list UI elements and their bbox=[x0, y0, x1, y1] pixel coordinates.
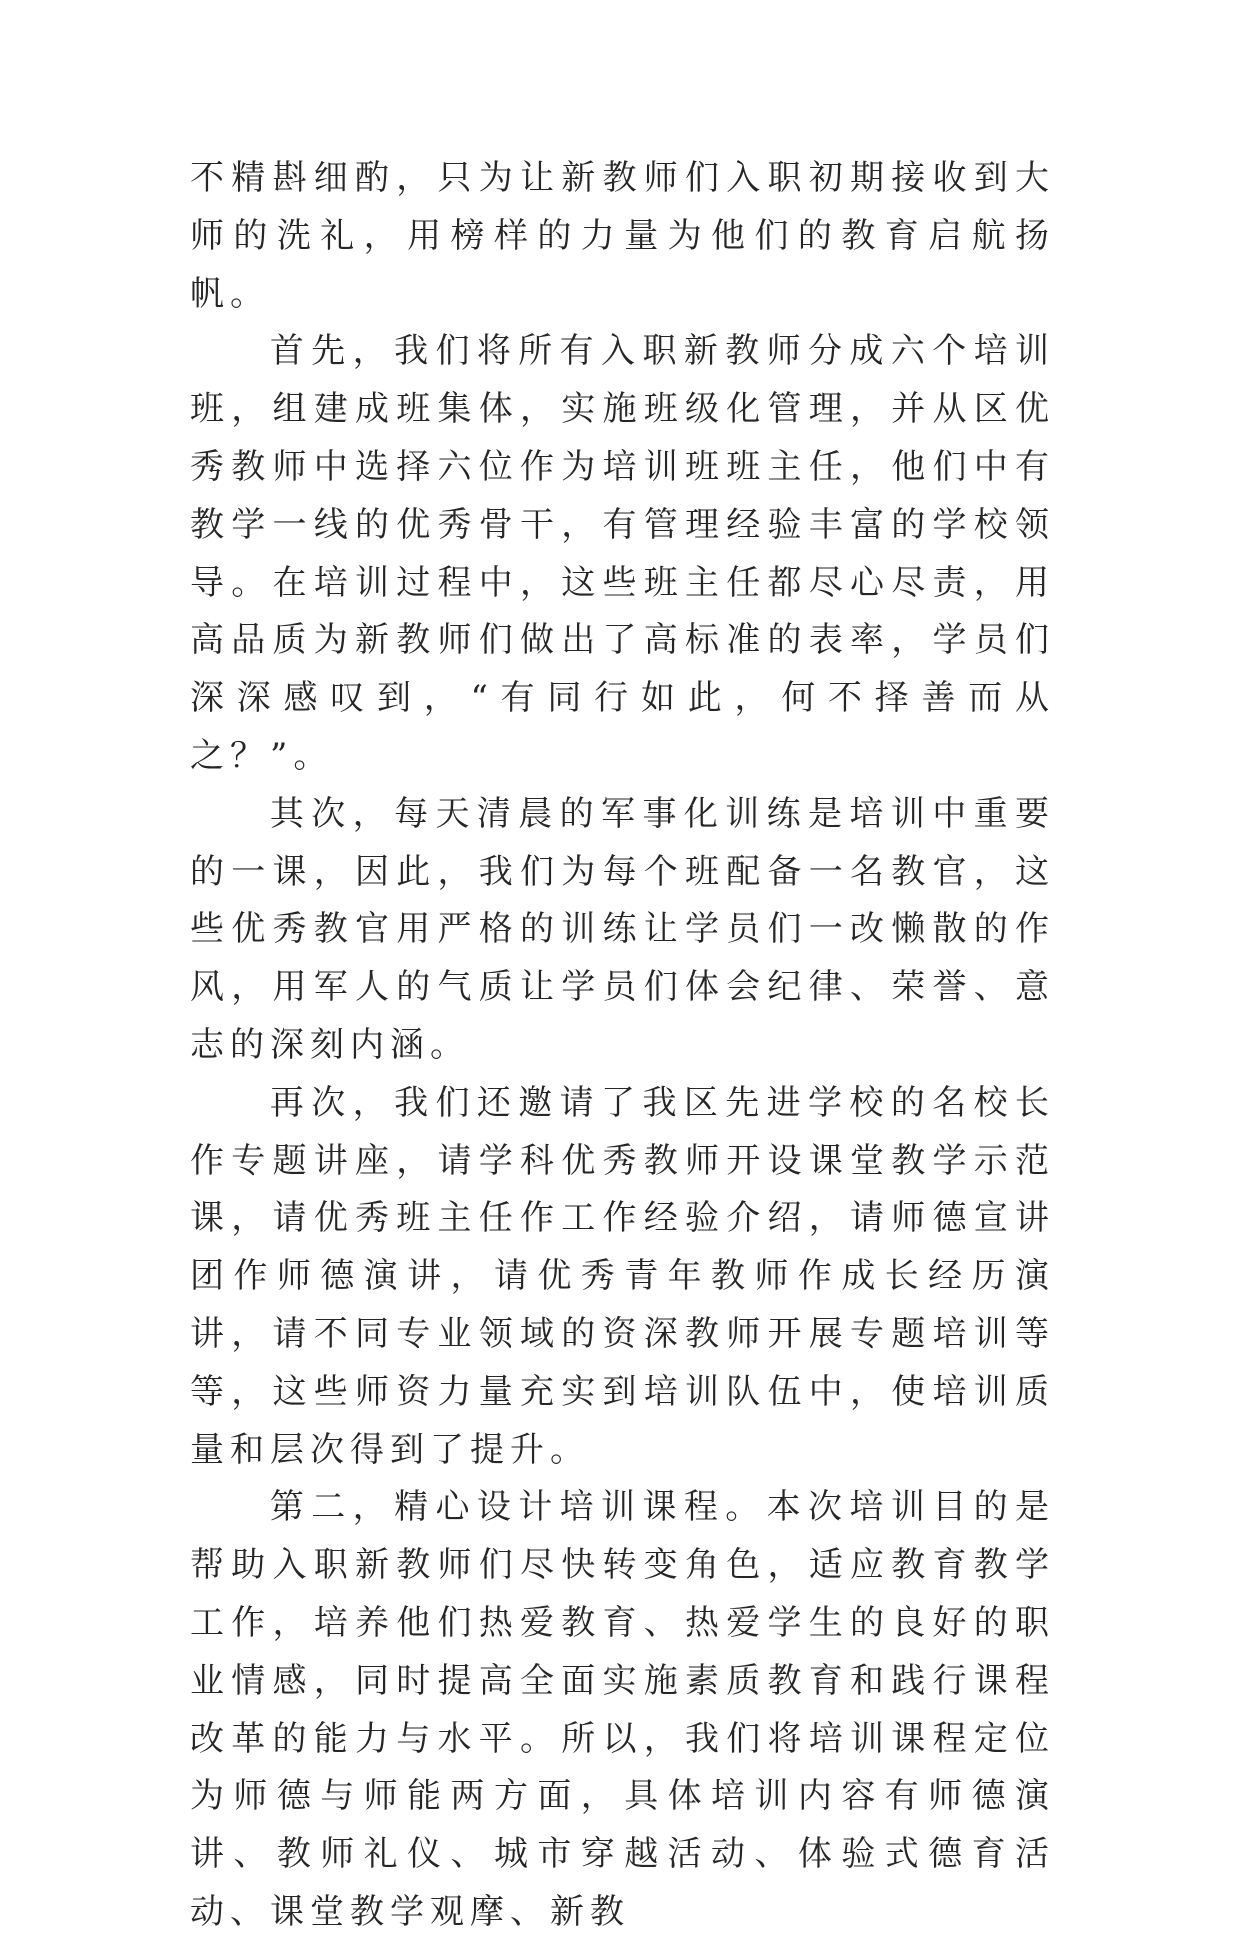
paragraph-first-point: 首先，我们将所有入职新教师分成六个培训班，组建成班集体，实施班级化管理，并从区优秀教师中选择六位作为培训班班主任，他们中有教学一线的优秀骨干，有管理经验丰富的学校领导。在培训过程中，这些班主任都尽心尽责，用高品质为新教师们做出了高标准的表率，学员们深深感叹到，“有同行如此，何不择善而从之？”。 bbox=[190, 331, 1055, 776]
paragraph-third-point: 再次，我们还邀请了我区先进学校的名校长作专题讲座，请学科优秀教师开设课堂教学示范课，请优秀班主任作工作经验介绍，请师德宣讲团作师德演讲，请优秀青年教师作成长经历演讲，请不同专业领域的资深教师开展专题培训等等，这些师资力量充实到培训队伍中，使培训质量和层次得到了提升。 bbox=[190, 1082, 1055, 1470]
paragraph-second-point: 其次，每天清晨的军事化训练是培训中重要的一课，因此，我们为每个班配备一名教官，这些优秀教官用严格的训练让学员们一改懒散的作风，用军人的气质让学员们体会纪律、荣誉、意志的深刻内涵。 bbox=[190, 793, 1055, 1065]
document-body bbox=[190, 150, 1055, 1942]
paragraph-continuation: 不精斟细酌，只为让新教师们入职初期接收到大师的洗礼，用榜样的力量为他们的教育启航扬帆。 bbox=[190, 158, 1055, 314]
paragraph-course-design: 第二，精心设计培训课程。本次培训目的是帮助入职新教师们尽快转变角色，适应教育教学工作，培养他们热爱教育、热爱学生的良好的职业情感，同时提高全面实施素质教育和践行课程改革的能力与水平。所以，我们将培训课程定位为师德与师能两方面，具体培训内容有师德演讲、教师礼仪、城市穿越活动、体验式德育活动、课堂教学观摩、新教 bbox=[190, 1487, 1055, 1932]
